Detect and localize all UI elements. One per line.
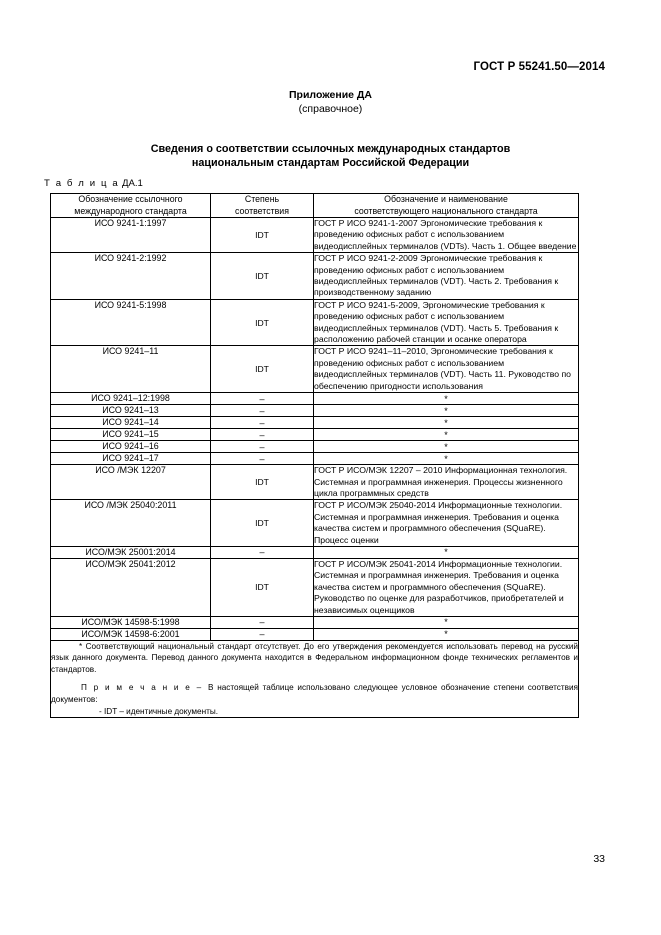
cell-degree: IDT [211,253,314,300]
cell-national-standard: ГОСТ Р ИСО/МЭК 12207 – 2010 Информационная технология. Системная и программная инженерия. Процессы жизненного цикла программных средств [314,465,579,500]
cell-designation: ИСО/МЭК 25001:2014 [51,546,211,558]
note-paragraph [51,682,578,705]
table-row [51,500,579,547]
column-header-national-standard [314,194,579,218]
cell-designation: ИСО 9241–16 [51,441,211,453]
cell-degree: – [211,393,314,405]
note-list-item: - IDT – идентичные документы. [99,707,219,716]
standards-correspondence-table-wrapper [50,193,578,718]
cell-designation: ИСО 9241–13 [51,405,211,417]
table-row [51,299,579,346]
cell-designation: ИСО 9241-2:1992 [51,253,211,300]
cell-degree: – [211,453,314,465]
cell-degree: – [211,417,314,429]
cell-national-standard: * [314,546,579,558]
cell-national-standard: ГОСТ Р ИСО 9241–11–2010, Эргономические требования к проведению офисных работ с использованием видеодисплейных терминалов (VDT). Часть 11. Руководство по обеспечению пригодности использования [314,346,579,393]
table-row [51,218,579,253]
cell-degree: IDT [211,465,314,500]
cell-national-standard: * [314,628,579,640]
cell-designation: ИСО/МЭК 14598-6:2001 [51,628,211,640]
page-title-line-1: Сведения о соответствии ссылочных международных стандартов [150,143,511,155]
table-row [51,429,579,441]
cell-degree: IDT [211,558,314,616]
column-header-reference-standard [51,194,211,218]
table-row [51,405,579,417]
cell-degree: – [211,441,314,453]
cell-degree: – [211,429,314,441]
cell-national-standard: ГОСТ Р ИСО/МЭК 25040-2014 Информационные технологии. Системная и программная инженерия. Требования и оценка качества систем и программного обеспечения (SQuaRE). Процесс оценки [314,500,579,547]
table-footnote-cell [51,640,579,717]
table-caption-number: ДА.1 [121,178,143,189]
column-header-degree-of-conformity-line-2: соответствия [234,205,289,216]
table-row [51,253,579,300]
cell-degree: IDT [211,346,314,393]
cell-designation: ИСО /МЭК 12207 [51,465,211,500]
standards-correspondence-table [50,193,579,718]
cell-degree: – [211,546,314,558]
cell-national-standard: ГОСТ Р ИСО 9241-5-2009, Эргономические требования к проведению офисных работ с использованием видеодисплейных терминалов (VDT). Часть 5. Требования к расположению рабочей станции и осанке оператора [314,299,579,346]
column-header-reference-standard-line-1: Обозначение ссылочного [78,194,183,204]
column-header-national-standard-line-1: Обозначение и наименование [384,194,508,204]
cell-designation: ИСО 9241-5:1998 [51,299,211,346]
cell-designation: ИСО /МЭК 25040:2011 [51,500,211,547]
page-title [80,142,581,170]
cell-designation: ИСО 9241–17 [51,453,211,465]
table-row [51,616,579,628]
cell-national-standard: ГОСТ Р ИСО 9241-2-2009 Эргономические требования к проведению офисных работ с использованием видеодисплейных терминалов (VDT). Часть 2. Требования к производственному заданию [314,253,579,300]
column-header-reference-standard-line-2: международного стандарта [74,205,187,216]
table-row [51,558,579,616]
table-row [51,453,579,465]
table-footnote-row [51,640,579,717]
table-row [51,393,579,405]
annex-heading [0,88,661,116]
column-header-degree-of-conformity [211,194,314,218]
cell-degree: – [211,628,314,640]
cell-degree: IDT [211,500,314,547]
annex-kind: (справочное) [298,103,363,115]
cell-designation: ИСО 9241–14 [51,417,211,429]
cell-national-standard: ГОСТ Р ИСО/МЭК 25041-2014 Информационные технологии. Системная и программная инженерия. Требования и оценка качества систем и программного обеспечения (SQuaRE). Руководство по оценке для разработчиков, приобретателей и независимых оценщиков [314,558,579,616]
footnote-text: * Соответствующий национальный стандарт отсутствует. До его утверждения рекомендуется использовать перевод на русский язык данного документа. Перевод данного документа находится в Федеральном информационном фонде технических регламентов и стандартов. [51,641,578,674]
cell-designation: ИСО/МЭК 14598-5:1998 [51,616,211,628]
cell-national-standard: * [314,417,579,429]
column-header-degree-of-conformity-line-1: Степень [244,194,280,204]
table-row [51,546,579,558]
cell-national-standard: * [314,393,579,405]
table-row [51,417,579,429]
table-row [51,465,579,500]
annex-name: Приложение ДА [289,89,372,101]
table-caption-prefix: Т а б л и ц а [44,178,120,189]
table-row [51,346,579,393]
cell-national-standard: ГОСТ Р ИСО 9241-1-2007 Эргономические требования к проведению офисных работ с использованием видеодисплейных терминалов (VDTs). Часть 1. Общее введение [314,218,577,251]
cell-degree: – [211,616,314,628]
note-label: П р и м е ч а н и е – [81,683,208,693]
cell-designation: ИСО 9241–15 [51,429,211,441]
table-row [51,628,579,640]
column-header-national-standard-line-2: соответствующего национального стандарта [354,205,538,216]
table-row [51,441,579,453]
cell-national-standard: * [314,453,579,465]
cell-designation: ИСО/МЭК 25041:2012 [51,558,211,616]
table-caption [44,178,143,189]
page-number: 33 [593,853,605,865]
cell-national-standard: * [314,441,579,453]
cell-designation: ИСО 9241-1:1997 [51,218,211,253]
cell-degree: IDT [211,218,314,253]
cell-degree: IDT [211,299,314,346]
cell-degree: – [211,405,314,417]
document-header-standard-number: ГОСТ Р 55241.50—2014 [473,61,605,73]
cell-national-standard: * [314,429,579,441]
note-body: В настоящей таблице использовано следующее условное обозначение степени соответствия документов: [51,683,578,704]
table-header-row [51,194,579,218]
cell-designation: ИСО 9241–11 [51,346,211,393]
page-title-line-2: национальным стандартам Российской Федерации [191,157,470,169]
cell-designation: ИСО 9241–12:1998 [51,393,211,405]
cell-national-standard: * [314,405,579,417]
cell-national-standard: * [314,616,579,628]
